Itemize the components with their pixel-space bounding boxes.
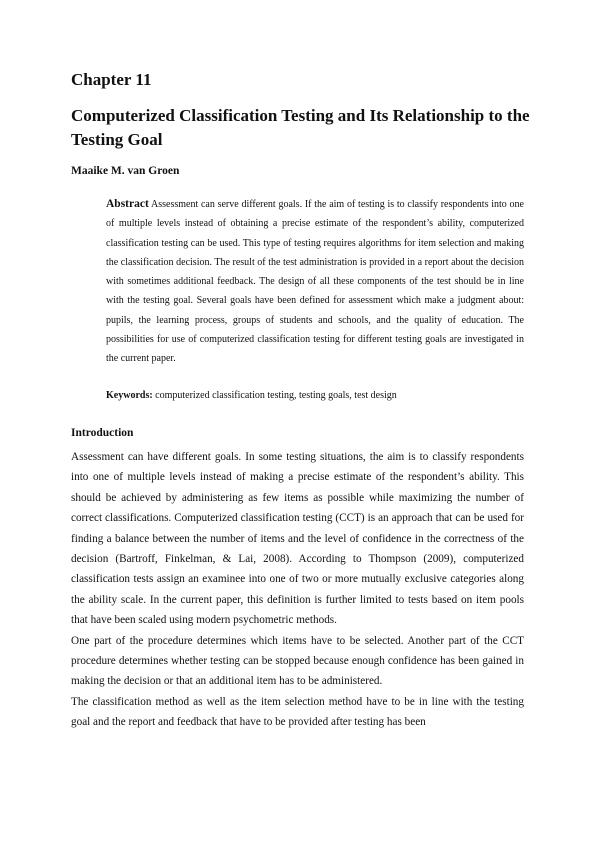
paragraph: One part of the procedure determines which items have to be selected. Another part of the CCT procedure determines whether testing can be stopped because enough confidence has been gained in making the decision or that an additional item has to be administered. (71, 634, 524, 688)
abstract (106, 195, 524, 369)
introduction-body (71, 447, 524, 733)
abstract-heading: Abstract (106, 198, 149, 210)
keywords-text: computerized classification testing, testing goals, test design (155, 390, 397, 401)
paper-title: Computerized Classification Testing and Its Relationship to the Testing Goal (71, 106, 530, 149)
keywords-heading: Keywords: (106, 390, 153, 401)
author-name: Maaike M. van Groen (71, 165, 180, 177)
abstract-text: Assessment can serve different goals. If the aim of testing is to classify respondents into one of multiple levels instead of obtaining a precise estimate of the respondent’s ability, computerized classification testing can be used. This type of testing requires algorithms for item selection and making the classification decision. The result of the test administration is provided in a report about the decision with sometimes additional feedback. The design of all these components of the test should be in line with the testing goal. Several goals have been defined for assessment which make a judgment about: pupils, the learning process, groups of students and schools, and the quality of education. The possibilities for use of computerized classification testing for different testing goals are investigated in the current paper. (106, 199, 524, 365)
keywords (106, 386, 524, 405)
paragraph: The classification method as well as the item selection method have to be in line with the testing goal and the report and feedback that have to be provided after testing has been (71, 695, 524, 729)
section-heading-introduction: Introduction (71, 427, 134, 439)
chapter-label: Chapter 11 (71, 70, 152, 89)
paragraph: Assessment can have different goals. In some testing situations, the aim is to classify respondents into one of multiple levels instead of making a precise estimate of the respondent’s ability. This should be achieved by administering as few items as possible while maximizing the number of correct classifications. Computerized classification testing (CCT) is an approach that can be used for finding a balance between the number of items and the level of confidence in the correctness of the decision (Bartroff, Finkelman, & Lai, 2008). According to Thompson (2009), computerized classification tests assign an examinee into one of two or more mutually exclusive categories along the ability scale. In the current paper, this definition is further limited to tests based on item pools that have been scaled using modern psychometric methods. (71, 451, 524, 627)
